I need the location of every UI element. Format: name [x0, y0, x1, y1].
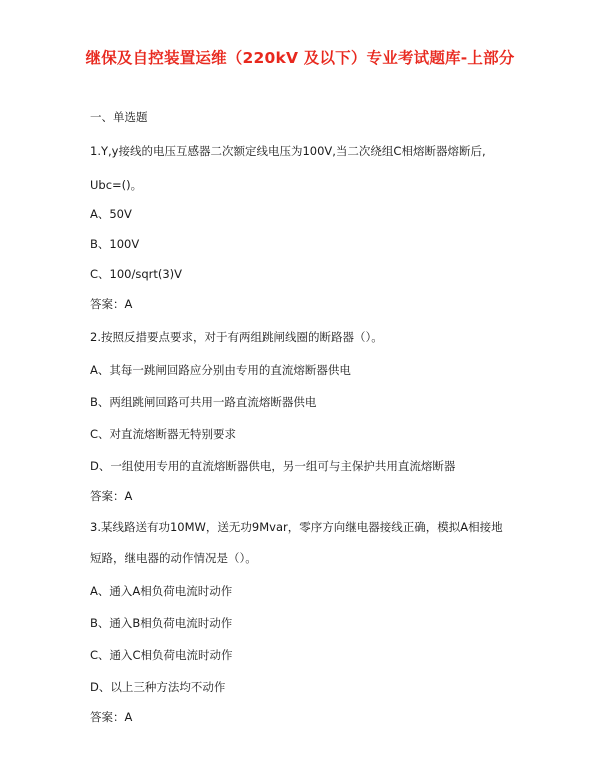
question-1-answer: 答案：A	[90, 297, 133, 311]
question-1-stem-line-2: Ubc=()。	[90, 178, 143, 192]
question-1-option-b: B、100V	[90, 237, 140, 251]
question-3-option-d: D、以上三种方法均不动作	[90, 680, 226, 694]
question-2-answer: 答案：A	[90, 489, 133, 503]
question-3-answer: 答案：A	[90, 710, 133, 724]
page-title: 继保及自控装置运维（220kV 及以下）专业考试题库-上部分	[85, 49, 515, 67]
question-2-stem-line-1: 2.按照反措要点要求，对于有两组跳闸线圈的断路器（）。	[90, 330, 383, 344]
question-1-stem-line-1: 1.Y,y接线的电压互感器二次额定线电压为100V,当二次绕组C相熔断器熔断后,	[90, 144, 486, 158]
question-3-stem-line-1: 3.某线路送有功10MW，送无功9Mvar，零序方向继电器接线正确，模拟A相接地	[90, 520, 503, 534]
question-3-stem-line-2: 短路，继电器的动作情况是（）。	[90, 551, 257, 565]
question-2-option-a: A、其每一跳闸回路应分别由专用的直流熔断器供电	[90, 363, 351, 377]
question-1-option-a: A、50V	[90, 207, 132, 221]
question-3-option-a: A、通入A相负荷电流时动作	[90, 584, 233, 598]
question-3-option-b: B、通入B相负荷电流时动作	[90, 616, 233, 630]
question-2-option-c: C、对直流熔断器无特别要求	[90, 427, 237, 441]
question-2-option-d: D、一组使用专用的直流熔断器供电，另一组可与主保护共用直流熔断器	[90, 459, 456, 473]
question-1-option-c: C、100/sqrt(3)V	[90, 267, 183, 281]
section-heading: 一、单选题	[90, 110, 148, 124]
question-2-option-b: B、两组跳闸回路可共用一路直流熔断器供电	[90, 395, 317, 409]
question-3-option-c: C、通入C相负荷电流时动作	[90, 648, 233, 662]
